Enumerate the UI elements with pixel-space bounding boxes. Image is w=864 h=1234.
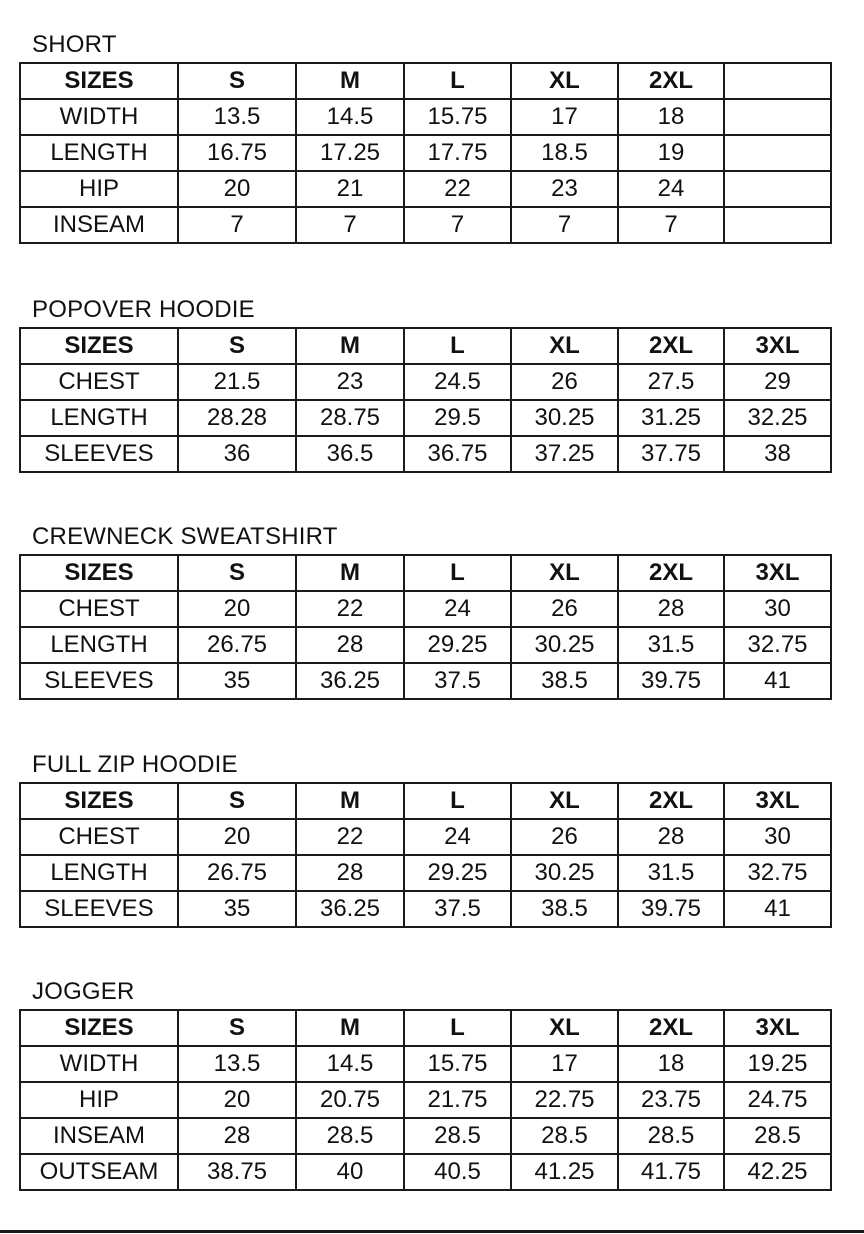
- row-label-cell: CHEST: [20, 819, 178, 855]
- measurement-cell: 28.75: [296, 400, 404, 436]
- measurement-cell: 37.5: [404, 891, 511, 927]
- header-cell-size: L: [404, 555, 511, 591]
- header-row: [20, 328, 831, 364]
- table-header: [20, 783, 831, 819]
- header-cell-size: 2XL: [618, 63, 724, 99]
- measurement-cell: 41.25: [511, 1154, 618, 1190]
- table-row: [20, 855, 831, 891]
- header-cell-size: XL: [511, 783, 618, 819]
- table-header: [20, 328, 831, 364]
- measurement-cell: 24: [404, 591, 511, 627]
- table-row: [20, 400, 831, 436]
- table-row: [20, 99, 831, 135]
- measurement-cell: 24.5: [404, 364, 511, 400]
- measurement-cell: 26: [511, 591, 618, 627]
- row-label-cell: SLEEVES: [20, 436, 178, 472]
- measurement-cell: 36.25: [296, 663, 404, 699]
- table-row: [20, 891, 831, 927]
- measurement-cell: 36.25: [296, 891, 404, 927]
- measurement-cell: 30.25: [511, 855, 618, 891]
- table-row: [20, 135, 831, 171]
- header-cell-size: M: [296, 328, 404, 364]
- row-label-cell: SLEEVES: [20, 663, 178, 699]
- measurement-cell: 38.5: [511, 891, 618, 927]
- header-cell-size: 3XL: [724, 1010, 831, 1046]
- size-table-full-zip-hoodie: [19, 782, 832, 928]
- measurement-cell: 20: [178, 819, 296, 855]
- row-label-cell: LENGTH: [20, 135, 178, 171]
- table-body: [20, 99, 831, 243]
- measurement-cell: 28: [618, 591, 724, 627]
- row-label-cell: WIDTH: [20, 1046, 178, 1082]
- section-title: POPOVER HOODIE: [32, 296, 255, 323]
- row-label-cell: INSEAM: [20, 1118, 178, 1154]
- measurement-cell: [724, 99, 831, 135]
- measurement-cell: 29.25: [404, 855, 511, 891]
- measurement-cell: 17: [511, 99, 618, 135]
- measurement-cell: 37.75: [618, 436, 724, 472]
- measurement-cell: 30.25: [511, 400, 618, 436]
- header-cell-size: S: [178, 783, 296, 819]
- measurement-cell: 7: [404, 207, 511, 243]
- measurement-cell: 13.5: [178, 1046, 296, 1082]
- header-cell-size: L: [404, 783, 511, 819]
- measurement-cell: 22: [296, 591, 404, 627]
- measurement-cell: 26.75: [178, 627, 296, 663]
- measurement-cell: 35: [178, 663, 296, 699]
- table-row: [20, 663, 831, 699]
- measurement-cell: 20.75: [296, 1082, 404, 1118]
- header-cell-size: M: [296, 1010, 404, 1046]
- measurement-cell: [724, 171, 831, 207]
- measurement-cell: 20: [178, 171, 296, 207]
- measurement-cell: 21.75: [404, 1082, 511, 1118]
- row-label-cell: LENGTH: [20, 400, 178, 436]
- table-row: [20, 1118, 831, 1154]
- header-cell-size: XL: [511, 1010, 618, 1046]
- header-row: [20, 783, 831, 819]
- table-row: [20, 819, 831, 855]
- measurement-cell: 19.25: [724, 1046, 831, 1082]
- header-cell-size: M: [296, 63, 404, 99]
- measurement-cell: 28: [618, 819, 724, 855]
- measurement-cell: 41: [724, 663, 831, 699]
- measurement-cell: 22.75: [511, 1082, 618, 1118]
- measurement-cell: 38.5: [511, 663, 618, 699]
- table-row: [20, 1154, 831, 1190]
- row-label-cell: LENGTH: [20, 855, 178, 891]
- table-row: [20, 207, 831, 243]
- measurement-cell: 7: [618, 207, 724, 243]
- size-table-crewneck-sweatshirt: [19, 554, 832, 700]
- header-cell-size: L: [404, 63, 511, 99]
- section-title: JOGGER: [32, 978, 135, 1005]
- measurement-cell: 21.5: [178, 364, 296, 400]
- measurement-cell: 29.25: [404, 627, 511, 663]
- measurement-cell: 18.5: [511, 135, 618, 171]
- measurement-cell: 41.75: [618, 1154, 724, 1190]
- measurement-cell: 20: [178, 1082, 296, 1118]
- header-cell-label: SIZES: [20, 63, 178, 99]
- measurement-cell: 28.5: [724, 1118, 831, 1154]
- header-cell-size: 2XL: [618, 328, 724, 364]
- table-row: [20, 171, 831, 207]
- table-header: [20, 1010, 831, 1046]
- measurement-cell: 26: [511, 364, 618, 400]
- measurement-cell: 28: [178, 1118, 296, 1154]
- measurement-cell: 30: [724, 591, 831, 627]
- header-row: [20, 555, 831, 591]
- measurement-cell: 30.25: [511, 627, 618, 663]
- header-cell-label: SIZES: [20, 1010, 178, 1046]
- table-header: [20, 555, 831, 591]
- header-cell-size: S: [178, 555, 296, 591]
- header-cell-label: SIZES: [20, 328, 178, 364]
- measurement-cell: [724, 135, 831, 171]
- header-cell-size: XL: [511, 63, 618, 99]
- row-label-cell: HIP: [20, 1082, 178, 1118]
- section-title: CREWNECK SWEATSHIRT: [32, 523, 338, 550]
- measurement-cell: 29.5: [404, 400, 511, 436]
- measurement-cell: 24: [404, 819, 511, 855]
- table-row: [20, 1082, 831, 1118]
- header-cell-size: L: [404, 328, 511, 364]
- measurement-cell: 14.5: [296, 1046, 404, 1082]
- header-cell-size: XL: [511, 328, 618, 364]
- measurement-cell: 20: [178, 591, 296, 627]
- measurement-cell: 31.5: [618, 627, 724, 663]
- measurement-cell: 29: [724, 364, 831, 400]
- measurement-cell: 18: [618, 99, 724, 135]
- header-cell-size: S: [178, 63, 296, 99]
- bottom-divider: [0, 1230, 864, 1233]
- measurement-cell: 26.75: [178, 855, 296, 891]
- header-cell-size: 3XL: [724, 783, 831, 819]
- measurement-cell: 7: [296, 207, 404, 243]
- table-body: [20, 591, 831, 699]
- header-cell-size: 2XL: [618, 555, 724, 591]
- measurement-cell: 28.28: [178, 400, 296, 436]
- measurement-cell: 28.5: [404, 1118, 511, 1154]
- measurement-cell: 30: [724, 819, 831, 855]
- measurement-cell: 36: [178, 436, 296, 472]
- header-row: [20, 1010, 831, 1046]
- row-label-cell: WIDTH: [20, 99, 178, 135]
- row-label-cell: HIP: [20, 171, 178, 207]
- table-body: [20, 364, 831, 472]
- measurement-cell: 19: [618, 135, 724, 171]
- table-row: [20, 1046, 831, 1082]
- row-label-cell: CHEST: [20, 364, 178, 400]
- measurement-cell: 13.5: [178, 99, 296, 135]
- section-title: FULL ZIP HOODIE: [32, 751, 238, 778]
- header-cell-size: M: [296, 783, 404, 819]
- measurement-cell: 39.75: [618, 891, 724, 927]
- measurement-cell: 7: [511, 207, 618, 243]
- table-body: [20, 1046, 831, 1190]
- measurement-cell: 14.5: [296, 99, 404, 135]
- header-cell-label: SIZES: [20, 783, 178, 819]
- measurement-cell: 37.5: [404, 663, 511, 699]
- measurement-cell: 22: [404, 171, 511, 207]
- row-label-cell: INSEAM: [20, 207, 178, 243]
- measurement-cell: 36.75: [404, 436, 511, 472]
- size-table-jogger: [19, 1009, 832, 1191]
- table-row: [20, 436, 831, 472]
- size-table-popover-hoodie: [19, 327, 832, 473]
- measurement-cell: 38.75: [178, 1154, 296, 1190]
- header-cell-size: 3XL: [724, 328, 831, 364]
- measurement-cell: 7: [178, 207, 296, 243]
- measurement-cell: 36.5: [296, 436, 404, 472]
- measurement-cell: 28: [296, 627, 404, 663]
- measurement-cell: 23: [511, 171, 618, 207]
- header-cell-size: S: [178, 328, 296, 364]
- measurement-cell: 40: [296, 1154, 404, 1190]
- measurement-cell: 17.75: [404, 135, 511, 171]
- measurement-cell: 42.25: [724, 1154, 831, 1190]
- header-cell-size: L: [404, 1010, 511, 1046]
- header-cell-size: M: [296, 555, 404, 591]
- measurement-cell: 18: [618, 1046, 724, 1082]
- measurement-cell: 39.75: [618, 663, 724, 699]
- header-cell-size: 2XL: [618, 783, 724, 819]
- measurement-cell: 32.75: [724, 627, 831, 663]
- measurement-cell: 40.5: [404, 1154, 511, 1190]
- header-row: [20, 63, 831, 99]
- table-header: [20, 63, 831, 99]
- measurement-cell: 23.75: [618, 1082, 724, 1118]
- measurement-cell: 23: [296, 364, 404, 400]
- measurement-cell: 37.25: [511, 436, 618, 472]
- row-label-cell: OUTSEAM: [20, 1154, 178, 1190]
- header-cell-size: 2XL: [618, 1010, 724, 1046]
- measurement-cell: 31.5: [618, 855, 724, 891]
- measurement-cell: 28.5: [618, 1118, 724, 1154]
- header-cell-label: SIZES: [20, 555, 178, 591]
- table-row: [20, 364, 831, 400]
- measurement-cell: 35: [178, 891, 296, 927]
- measurement-cell: 17.25: [296, 135, 404, 171]
- measurement-cell: 17: [511, 1046, 618, 1082]
- header-cell-size: 3XL: [724, 555, 831, 591]
- measurement-cell: 38: [724, 436, 831, 472]
- measurement-cell: 27.5: [618, 364, 724, 400]
- measurement-cell: 32.25: [724, 400, 831, 436]
- measurement-cell: [724, 207, 831, 243]
- section-title: SHORT: [32, 31, 117, 58]
- measurement-cell: 26: [511, 819, 618, 855]
- measurement-cell: 32.75: [724, 855, 831, 891]
- measurement-cell: 22: [296, 819, 404, 855]
- measurement-cell: 21: [296, 171, 404, 207]
- table-row: [20, 591, 831, 627]
- measurement-cell: 41: [724, 891, 831, 927]
- table-row: [20, 627, 831, 663]
- measurement-cell: 31.25: [618, 400, 724, 436]
- row-label-cell: LENGTH: [20, 627, 178, 663]
- measurement-cell: 15.75: [404, 1046, 511, 1082]
- row-label-cell: CHEST: [20, 591, 178, 627]
- measurement-cell: 16.75: [178, 135, 296, 171]
- header-cell-size: XL: [511, 555, 618, 591]
- row-label-cell: SLEEVES: [20, 891, 178, 927]
- measurement-cell: 24: [618, 171, 724, 207]
- measurement-cell: 24.75: [724, 1082, 831, 1118]
- size-table-short: [19, 62, 832, 244]
- measurement-cell: 28: [296, 855, 404, 891]
- table-body: [20, 819, 831, 927]
- measurement-cell: 28.5: [511, 1118, 618, 1154]
- measurement-cell: 15.75: [404, 99, 511, 135]
- header-cell-size: S: [178, 1010, 296, 1046]
- measurement-cell: 28.5: [296, 1118, 404, 1154]
- header-cell-size: [724, 63, 831, 99]
